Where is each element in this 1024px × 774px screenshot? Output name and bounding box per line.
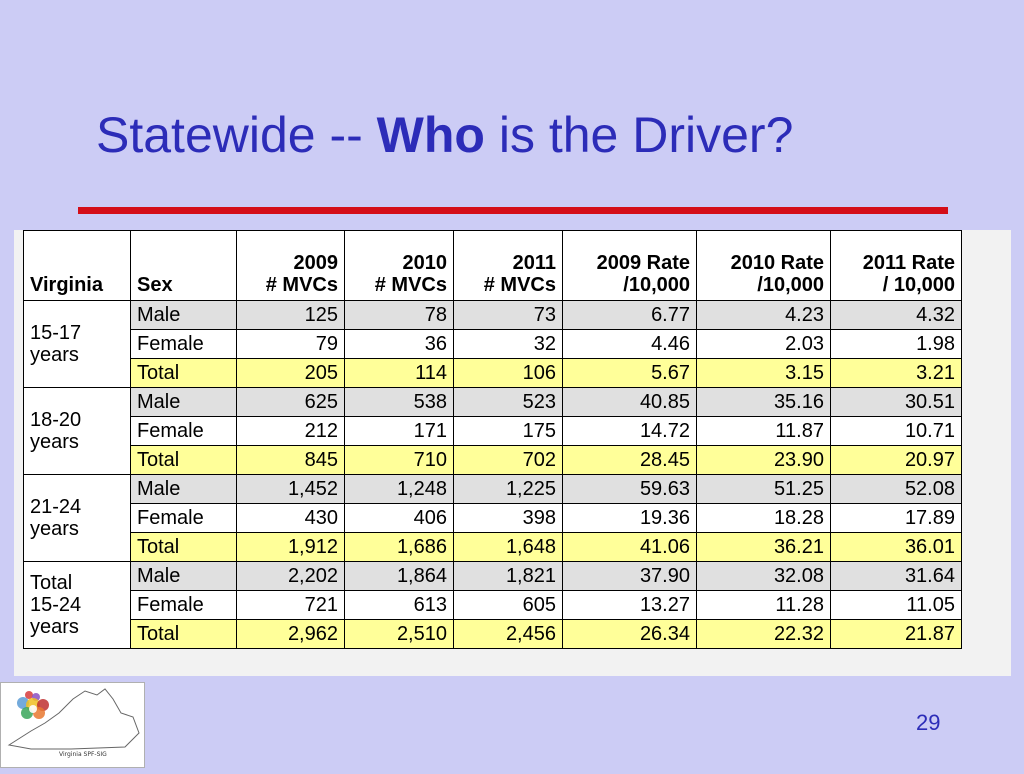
header-sex: Sex <box>131 231 237 301</box>
value-cell: 18.28 <box>697 504 831 533</box>
value-cell: 22.32 <box>697 620 831 649</box>
table-row <box>24 533 962 562</box>
table-row <box>24 620 962 649</box>
value-cell: 106 <box>454 359 563 388</box>
title-underline-rule <box>78 207 948 214</box>
value-cell: 114 <box>345 359 454 388</box>
header-2009-mvcs: 2009 # MVCs <box>237 231 345 301</box>
value-cell: 2,456 <box>454 620 563 649</box>
value-cell: 721 <box>237 591 345 620</box>
table-row <box>24 504 962 533</box>
value-cell: 2,510 <box>345 620 454 649</box>
value-cell: 41.06 <box>563 533 697 562</box>
value-cell: 20.97 <box>831 446 962 475</box>
sex-cell: Total <box>131 620 237 649</box>
sex-cell: Female <box>131 417 237 446</box>
value-cell: 11.05 <box>831 591 962 620</box>
value-cell: 1,686 <box>345 533 454 562</box>
table-row <box>24 417 962 446</box>
age-group-total-15-24: Total 15-24 years <box>24 562 131 649</box>
logo-caption: Virginia SPF-SIG <box>59 751 107 758</box>
value-cell: 1,225 <box>454 475 563 504</box>
title-bold-word: Who <box>376 107 485 163</box>
value-cell: 613 <box>345 591 454 620</box>
value-cell: 1,452 <box>237 475 345 504</box>
table-row <box>24 562 962 591</box>
sex-cell: Male <box>131 388 237 417</box>
value-cell: 31.64 <box>831 562 962 591</box>
value-cell: 10.71 <box>831 417 962 446</box>
sex-cell: Female <box>131 504 237 533</box>
header-virginia: Virginia <box>24 231 131 301</box>
value-cell: 36.21 <box>697 533 831 562</box>
header-2011-mvcs: 2011 # MVCs <box>454 231 563 301</box>
value-cell: 205 <box>237 359 345 388</box>
driver-mvc-table <box>23 230 962 649</box>
value-cell: 11.87 <box>697 417 831 446</box>
value-cell: 710 <box>345 446 454 475</box>
sex-cell: Male <box>131 562 237 591</box>
page-number: 29 <box>916 710 941 735</box>
value-cell: 11.28 <box>697 591 831 620</box>
value-cell: 52.08 <box>831 475 962 504</box>
sex-cell: Total <box>131 533 237 562</box>
value-cell: 1,248 <box>345 475 454 504</box>
value-cell: 32 <box>454 330 563 359</box>
value-cell: 30.51 <box>831 388 962 417</box>
value-cell: 19.36 <box>563 504 697 533</box>
value-cell: 4.46 <box>563 330 697 359</box>
value-cell: 32.08 <box>697 562 831 591</box>
value-cell: 5.67 <box>563 359 697 388</box>
value-cell: 28.45 <box>563 446 697 475</box>
virginia-spf-sig-logo <box>0 682 145 768</box>
value-cell: 51.25 <box>697 475 831 504</box>
value-cell: 1,821 <box>454 562 563 591</box>
value-cell: 845 <box>237 446 345 475</box>
value-cell: 2.03 <box>697 330 831 359</box>
value-cell: 171 <box>345 417 454 446</box>
value-cell: 212 <box>237 417 345 446</box>
value-cell: 6.77 <box>563 301 697 330</box>
value-cell: 4.32 <box>831 301 962 330</box>
header-2010-rate: 2010 Rate /10,000 <box>697 231 831 301</box>
table-row <box>24 330 962 359</box>
age-group-21-24: 21-24 years <box>24 475 131 562</box>
value-cell: 605 <box>454 591 563 620</box>
value-cell: 125 <box>237 301 345 330</box>
value-cell: 23.90 <box>697 446 831 475</box>
table-row <box>24 446 962 475</box>
value-cell: 702 <box>454 446 563 475</box>
value-cell: 1,648 <box>454 533 563 562</box>
value-cell: 73 <box>454 301 563 330</box>
age-group-15-17: 15-17 years <box>24 301 131 388</box>
sex-cell: Female <box>131 330 237 359</box>
slide-title <box>96 104 793 166</box>
sex-cell: Female <box>131 591 237 620</box>
title-suffix: is the Driver? <box>484 107 794 163</box>
value-cell: 26.34 <box>563 620 697 649</box>
header-2010-mvcs: 2010 # MVCs <box>345 231 454 301</box>
table-row <box>24 301 962 330</box>
value-cell: 538 <box>345 388 454 417</box>
value-cell: 398 <box>454 504 563 533</box>
value-cell: 37.90 <box>563 562 697 591</box>
value-cell: 35.16 <box>697 388 831 417</box>
table-row <box>24 388 962 417</box>
value-cell: 79 <box>237 330 345 359</box>
age-group-18-20: 18-20 years <box>24 388 131 475</box>
value-cell: 625 <box>237 388 345 417</box>
sex-cell: Total <box>131 446 237 475</box>
value-cell: 36.01 <box>831 533 962 562</box>
header-2009-rate: 2009 Rate /10,000 <box>563 231 697 301</box>
value-cell: 17.89 <box>831 504 962 533</box>
value-cell: 430 <box>237 504 345 533</box>
table-row <box>24 591 962 620</box>
value-cell: 175 <box>454 417 563 446</box>
table-row <box>24 359 962 388</box>
value-cell: 4.23 <box>697 301 831 330</box>
value-cell: 59.63 <box>563 475 697 504</box>
value-cell: 21.87 <box>831 620 962 649</box>
value-cell: 1,912 <box>237 533 345 562</box>
table-header-row <box>24 231 962 301</box>
value-cell: 2,202 <box>237 562 345 591</box>
sex-cell: Total <box>131 359 237 388</box>
value-cell: 523 <box>454 388 563 417</box>
sex-cell: Male <box>131 301 237 330</box>
value-cell: 78 <box>345 301 454 330</box>
value-cell: 3.15 <box>697 359 831 388</box>
value-cell: 1.98 <box>831 330 962 359</box>
value-cell: 406 <box>345 504 454 533</box>
value-cell: 2,962 <box>237 620 345 649</box>
title-prefix: Statewide -- <box>96 107 377 163</box>
value-cell: 36 <box>345 330 454 359</box>
value-cell: 13.27 <box>563 591 697 620</box>
header-2011-rate: 2011 Rate / 10,000 <box>831 231 962 301</box>
value-cell: 40.85 <box>563 388 697 417</box>
value-cell: 1,864 <box>345 562 454 591</box>
sex-cell: Male <box>131 475 237 504</box>
table-row <box>24 475 962 504</box>
value-cell: 3.21 <box>831 359 962 388</box>
value-cell: 14.72 <box>563 417 697 446</box>
